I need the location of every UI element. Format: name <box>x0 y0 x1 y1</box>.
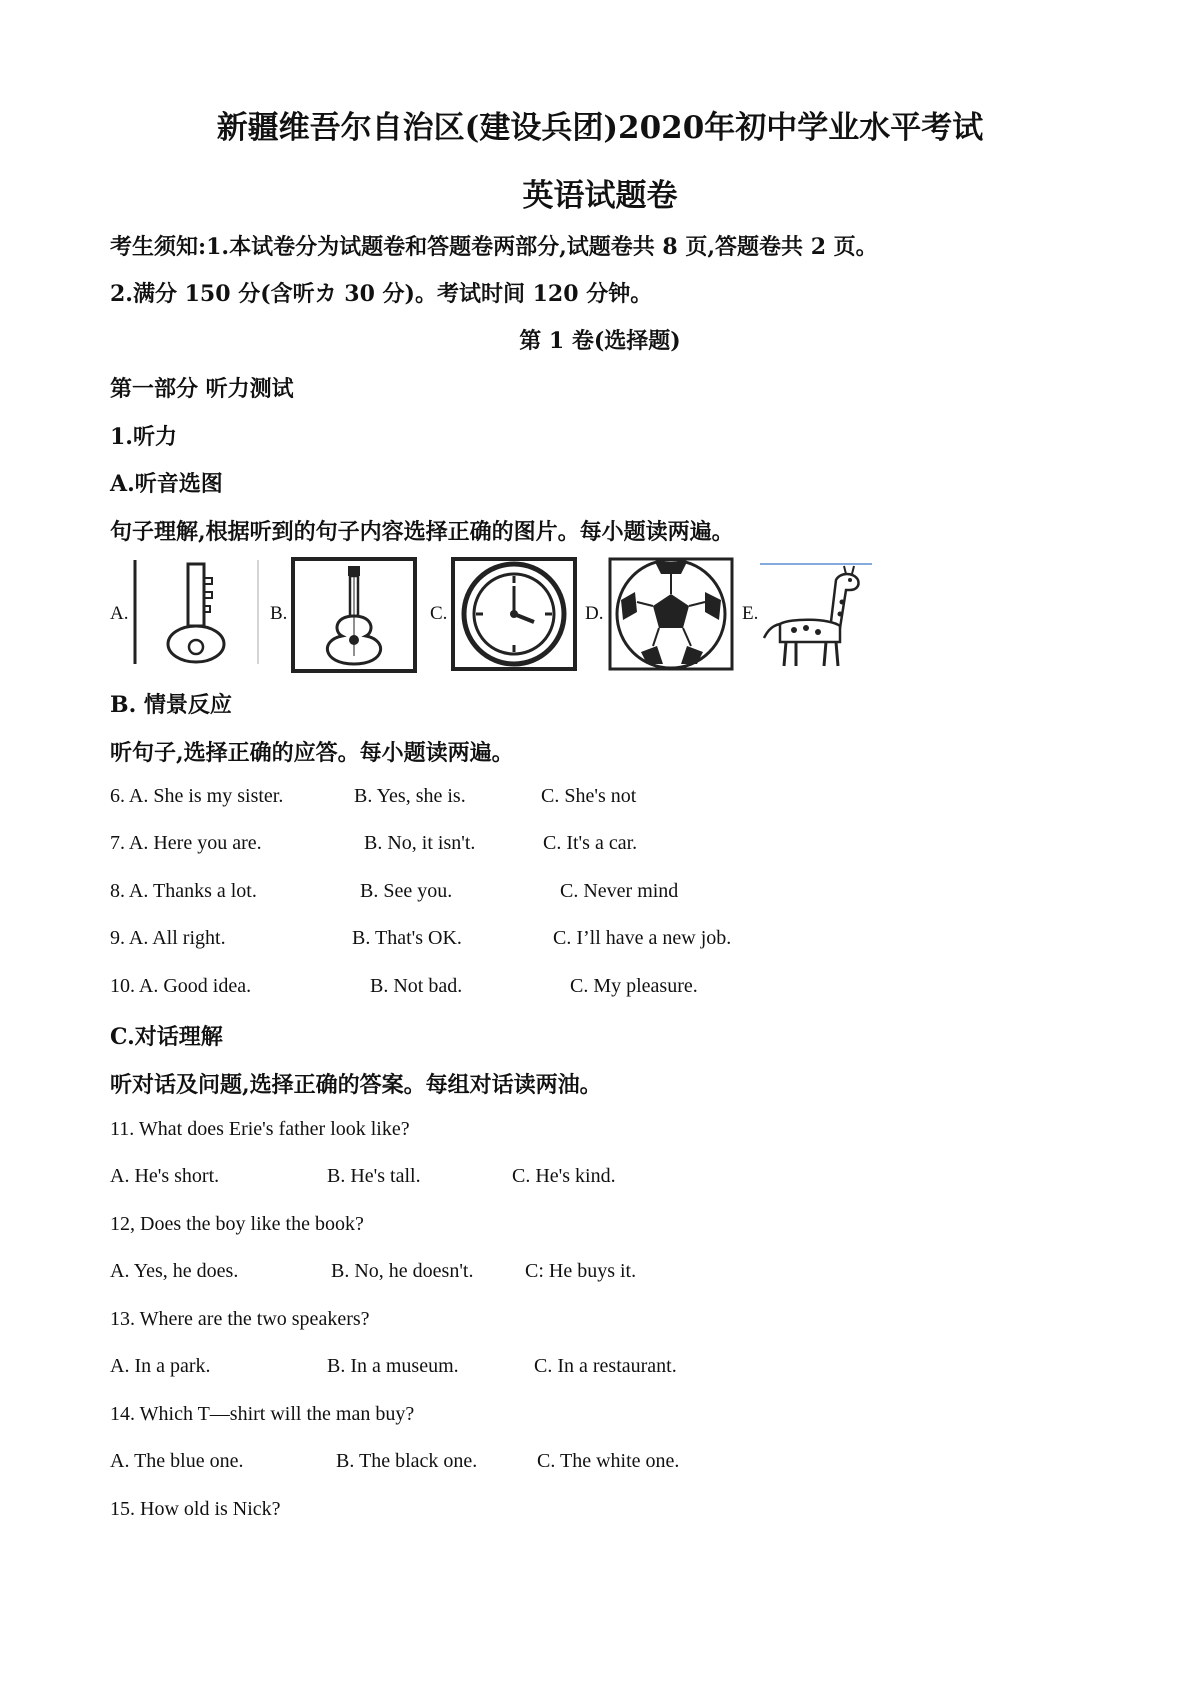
question-13: 13. Where are the two speakers? <box>110 1308 370 1330</box>
question-12-option-a: A. Yes, he does. <box>110 1260 239 1282</box>
item-7-option-a: 7. A. Here you are. <box>110 832 262 854</box>
section-c-instruction: 听对话及问题,选择正确的答案。每组对话读两油。 <box>110 1072 602 1098</box>
item-10-option-c: C. My pleasure. <box>570 975 698 997</box>
exam-subtitle: 英语试题卷 <box>522 178 678 214</box>
question-1-heading: 1.听力 <box>110 424 177 450</box>
item-9-option-c: C. I’ll have a new job. <box>553 927 732 949</box>
item-6-option-b: B. Yes, she is. <box>354 785 466 807</box>
question-14-option-a: A. The blue one. <box>110 1450 244 1472</box>
picture-label-d: D. <box>585 603 604 624</box>
picture-label-c: C. <box>430 603 448 624</box>
question-15: 15. How old is Nick? <box>110 1498 281 1520</box>
question-12-option-c: C: He buys it. <box>525 1260 637 1282</box>
question-14-option-c: C. The white one. <box>537 1450 680 1472</box>
question-11: 11. What does Erie's father look like? <box>110 1118 410 1140</box>
exam-title: 新疆维吾尔自治区(建设兵团)2020年初中学业水平考试 <box>216 110 984 146</box>
item-8-option-a: 8. A. Thanks a lot. <box>110 880 257 902</box>
volume-heading: 第 1 卷(选择题) <box>519 328 681 354</box>
question-13-option-b: B. In a museum. <box>327 1355 459 1377</box>
question-11-option-c: C. He's kind. <box>512 1165 616 1187</box>
section-b-instruction: 听句子,选择正确的应答。每小题读两遍。 <box>110 740 514 766</box>
section-b-title: B. 情景反应 <box>110 692 232 718</box>
notice-line-1: 考生须知:1.本试卷分为试题卷和答题卷两部分,试题卷共 8 页,答题卷共 2 页。 <box>110 234 878 260</box>
clock-icon <box>450 556 578 672</box>
guitar-icon <box>290 556 418 674</box>
item-9-option-b: B. That's OK. <box>352 927 462 949</box>
picture-label-e: E. <box>742 603 759 624</box>
item-7-option-b: B. No, it isn't. <box>364 832 476 854</box>
question-14-option-b: B. The black one. <box>336 1450 478 1472</box>
item-6-option-c: C. She's not <box>541 785 637 807</box>
giraffe-icon <box>760 562 872 668</box>
question-11-option-b: B. He's tall. <box>327 1165 421 1187</box>
football-icon <box>607 556 735 672</box>
picture-label-b: B. <box>270 603 288 624</box>
item-6-option-a: 6. A. She is my sister. <box>110 785 284 807</box>
item-8-option-c: C. Never mind <box>560 880 679 902</box>
notice-line-2: 2.满分 150 分(含听カ 30 分)。考试时间 120 分钟。 <box>110 281 653 307</box>
question-13-option-a: A. In a park. <box>110 1355 211 1377</box>
question-13-option-c: C. In a restaurant. <box>534 1355 677 1377</box>
item-9-option-a: 9. A. All right. <box>110 927 226 949</box>
question-14: 14. Which T—shirt will the man buy? <box>110 1403 415 1425</box>
question-12: 12, Does the boy like the book? <box>110 1213 364 1235</box>
item-10-option-b: B. Not bad. <box>370 975 463 997</box>
question-12-option-b: B. No, he doesn't. <box>331 1260 474 1282</box>
section-a-title: A.听音选图 <box>110 471 223 497</box>
item-8-option-b: B. See you. <box>360 880 453 902</box>
question-11-option-a: A. He's short. <box>110 1165 220 1187</box>
section-c-title: C.对话理解 <box>110 1024 223 1050</box>
part-one-heading: 第一部分 听力测试 <box>110 376 294 402</box>
item-10-option-a: 10. A. Good idea. <box>110 975 252 997</box>
picture-label-a: A. <box>110 603 129 624</box>
item-7-option-c: C. It's a car. <box>543 832 638 854</box>
key-icon <box>130 556 262 668</box>
section-a-instruction: 句子理解,根据听到的句子内容选择正确的图片。每小题读两遍。 <box>110 519 734 545</box>
